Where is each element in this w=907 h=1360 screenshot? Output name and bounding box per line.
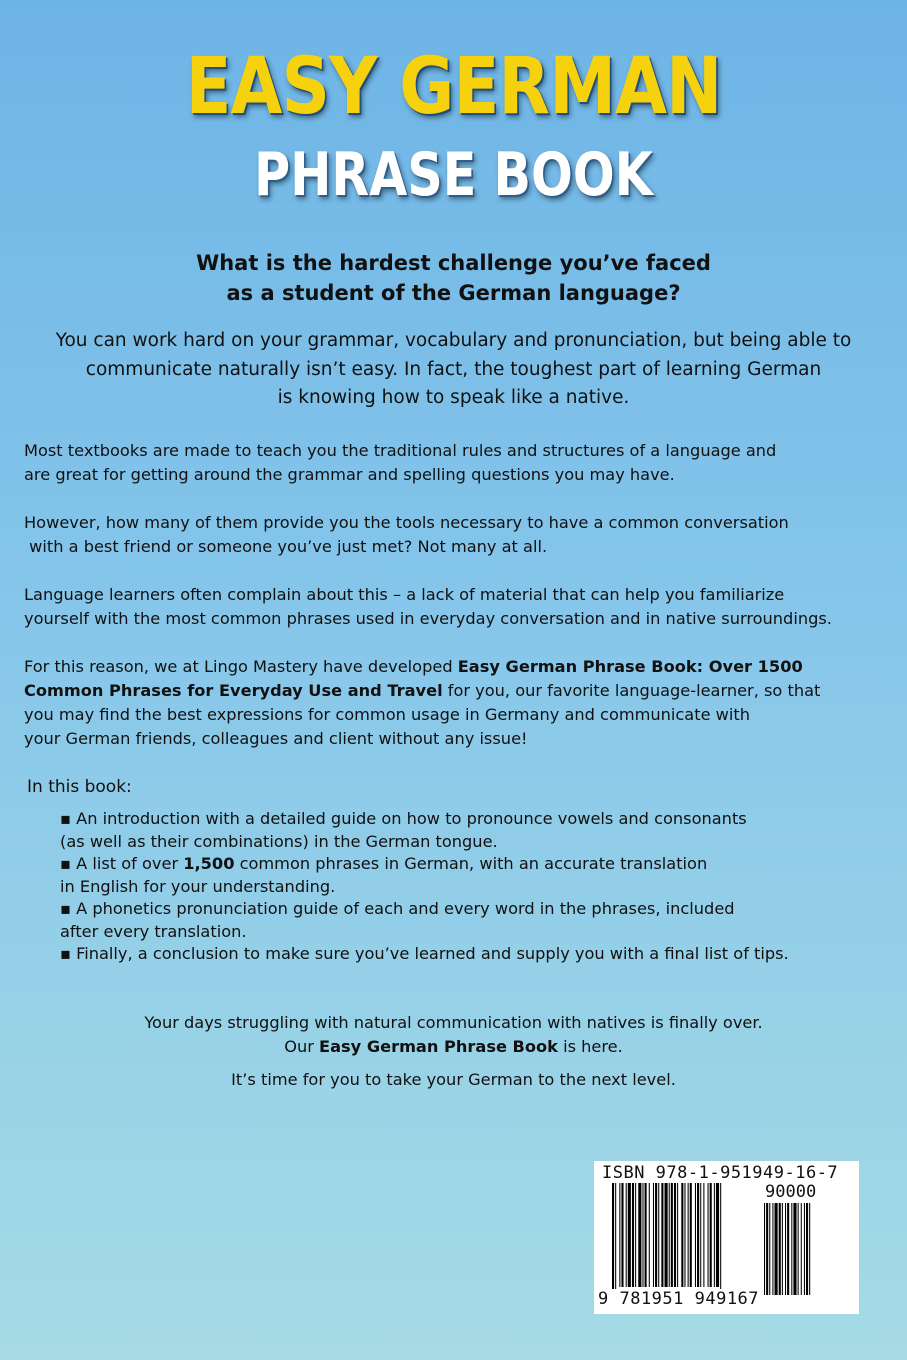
- list-item: [60, 808, 840, 853]
- barcode-bar: [714, 1183, 715, 1287]
- p2-line1: However, how many of them provide you the tools necessary to have a common conversation: [24, 513, 789, 532]
- p4-line1: [24, 655, 892, 679]
- closing-line3: It’s time for you to take your German to the next level.: [231, 1070, 676, 1089]
- list-item: [60, 898, 840, 943]
- addon-bar: [782, 1203, 783, 1295]
- barcode-bar: [658, 1183, 659, 1287]
- barcode-bar: [635, 1183, 636, 1287]
- paragraph-textbooks: [24, 439, 892, 487]
- barcode-bar: [684, 1183, 685, 1287]
- barcode-bar: [671, 1183, 673, 1287]
- barcode-bar: [642, 1183, 643, 1287]
- barcode-bar: [665, 1183, 668, 1287]
- title-line2: PHRASE BOOK: [254, 140, 653, 210]
- addon-bar: [785, 1203, 786, 1295]
- barcode-bar: [615, 1183, 616, 1295]
- barcode-bar: [697, 1183, 699, 1287]
- item1-line2: (as well as their combinations) in the German tongue.: [60, 831, 498, 851]
- p4-line3: you may find the best expressions for common usage in Germany and communicate with: [24, 705, 751, 724]
- question-heading: [0, 248, 907, 308]
- barcode-bar: [655, 1183, 657, 1287]
- addon-bar: [806, 1203, 808, 1295]
- barcode-bar: [674, 1183, 676, 1287]
- addon-bar: [772, 1203, 773, 1295]
- paragraph-learners: [24, 583, 892, 631]
- barcode-bar: [661, 1183, 663, 1287]
- addon-bar: [793, 1203, 796, 1295]
- addon-bar: [798, 1203, 799, 1295]
- barcode-bar: [710, 1183, 712, 1287]
- p3-line1: Language learners often complain about this – a lack of material that can help you familiarize: [24, 585, 785, 604]
- p4-bold-title-2: Common Phrases for Everyday Use and Travel: [24, 681, 443, 700]
- list-item: [60, 853, 840, 898]
- p1-line1: Most textbooks are made to teach you the traditional rules and structures of a language and: [24, 441, 777, 460]
- intro-paragraph: [20, 327, 887, 413]
- closing-paragraph: [0, 1011, 907, 1059]
- question-line1: What is the hardest challenge you’ve faced: [196, 251, 711, 275]
- barcode-bar: [716, 1183, 719, 1287]
- p4-bold-title-1: Easy German Phrase Book: Over 1500: [457, 657, 803, 676]
- barcode-bar: [645, 1183, 647, 1287]
- barcode-bar: [628, 1183, 631, 1287]
- closing-line1: Your days struggling with natural communication with natives is finally over.: [144, 1013, 763, 1032]
- addon-bar: [775, 1203, 778, 1295]
- barcode-bar: [632, 1183, 634, 1287]
- closing-text-b: is here.: [557, 1037, 623, 1056]
- item4-line1: ▪ Finally, a conclusion to make sure you’ve learned and supply you with a final list of tips.: [60, 944, 789, 963]
- addon-bar: [769, 1203, 770, 1295]
- item2-bold: 1,500: [183, 854, 235, 873]
- barcode-bar: [703, 1183, 704, 1287]
- addon-bar: [791, 1203, 792, 1295]
- addon-number: 90000: [765, 1182, 817, 1202]
- intro-line1: You can work hard on your grammar, vocabulary and pronunciation, but being able to: [55, 330, 852, 351]
- barcode-bar: [677, 1183, 678, 1287]
- p4-line2: [24, 679, 892, 703]
- barcode-bar: [669, 1183, 670, 1287]
- barcode-bar: [688, 1183, 689, 1287]
- list-heading: In this book:: [27, 777, 132, 797]
- intro-line2: communicate naturally isn’t easy. In fact, the toughest part of learning German: [85, 358, 822, 380]
- isbn-label: ISBN 978-1-951949-16-7: [602, 1163, 839, 1183]
- item2-line2: in English for your understanding.: [60, 876, 336, 896]
- barcode-bar: [649, 1183, 650, 1287]
- addon-bar: [766, 1203, 768, 1295]
- p3-line2: yourself with the most common phrases used in everyday conversation and in native surroundings.: [24, 609, 832, 628]
- title-line1: EASY GERMAN: [185, 42, 722, 132]
- p4-text-a: For this reason, we at Lingo Mastery have developed: [24, 657, 458, 676]
- barcode-bar: [690, 1183, 692, 1287]
- barcode-bar: [638, 1183, 641, 1287]
- intro-line3: is knowing how to speak like a native.: [277, 387, 630, 408]
- barcode-bar: [626, 1183, 627, 1287]
- item2-line1: [60, 853, 840, 876]
- addon-bar: [787, 1203, 789, 1295]
- p4-line4: your German friends, colleagues and client without any issue!: [24, 729, 528, 748]
- barcode-bar: [708, 1183, 709, 1287]
- closing-line2: [0, 1035, 907, 1059]
- addon-bar: [764, 1203, 765, 1295]
- addon-bar: [801, 1203, 802, 1295]
- list-item: [60, 943, 840, 966]
- barcode-bar: [619, 1183, 620, 1287]
- p4-text-b: for you, our favorite language-learner, so that: [442, 681, 821, 700]
- item2-text-a: ▪ A list of over: [60, 854, 184, 873]
- barcode-bar: [653, 1183, 654, 1287]
- barcode-bar: [720, 1183, 721, 1295]
- barcode-bar: [621, 1183, 623, 1287]
- question-line2: as a student of the German language?: [226, 281, 681, 305]
- barcode-bar: [681, 1183, 683, 1287]
- addon-bar: [779, 1203, 781, 1295]
- p2-line2: with a best friend or someone you’ve just met? Not many at all.: [24, 537, 548, 556]
- addon-bar: [809, 1203, 810, 1295]
- item1-line1: ▪ An introduction with a detailed guide on how to pronounce vowels and consonants: [60, 809, 747, 828]
- paragraph-conversation: [24, 511, 892, 559]
- feature-list: [60, 808, 840, 966]
- isbn-digits: 9 781951 949167: [598, 1289, 760, 1309]
- paragraph-lingo-mastery: [24, 655, 892, 751]
- item2-text-b: common phrases in German, with an accurate translation: [234, 854, 708, 873]
- barcode-bar: [700, 1183, 701, 1287]
- addon-bar: [804, 1203, 805, 1295]
- barcode-bar: [612, 1183, 614, 1295]
- closing-bold: Easy German Phrase Book: [319, 1037, 558, 1056]
- closing-text-a: Our: [284, 1037, 320, 1056]
- item3-line1: ▪ A phonetics pronunciation guide of each and every word in the phrases, included: [60, 899, 735, 918]
- p1-line2: are great for getting around the grammar and spelling questions you may have.: [24, 465, 675, 484]
- item3-line2: after every translation.: [60, 921, 247, 941]
- barcode-box: [594, 1161, 859, 1314]
- barcode-bar: [695, 1183, 696, 1287]
